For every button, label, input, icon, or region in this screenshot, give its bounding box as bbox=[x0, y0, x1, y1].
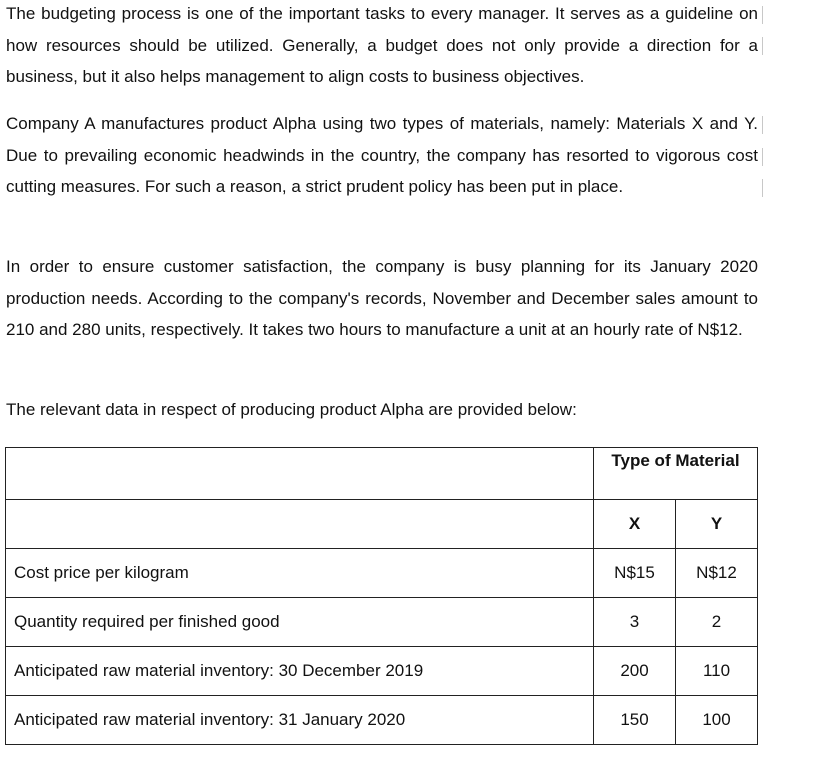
text-edge-marker bbox=[762, 6, 763, 24]
table-row bbox=[6, 598, 758, 647]
table-header-empty-cell bbox=[6, 448, 594, 500]
table-header-empty-cell bbox=[6, 500, 594, 549]
table-row bbox=[6, 549, 758, 598]
cell-value-x: 3 bbox=[594, 598, 676, 647]
text-edge-marker bbox=[762, 116, 763, 134]
cell-value-y: 100 bbox=[676, 696, 758, 745]
cell-value-x: 150 bbox=[594, 696, 676, 745]
paragraph-budgeting-intro: The budgeting process is one of the important tasks to every manager. It serves as a guideline on how resources should be utilized. Generally, a budget does not only provide a direction for a business, but it also helps management to align costs to business objectives. bbox=[6, 4, 758, 86]
paragraph-production-planning: In order to ensure customer satisfaction, the company is busy planning for its January 2020 production needs. According to the company's records, November and December sales amount to 210 and 280 units, respectively. It takes two hours to manufacture a unit at an hourly rate of N$12. bbox=[6, 257, 758, 339]
type-of-material-header: Type of Material bbox=[594, 448, 758, 500]
row-label: Anticipated raw material inventory: 30 December 2019 bbox=[6, 647, 594, 696]
table-header-row-group bbox=[6, 448, 758, 500]
cell-value-y: 110 bbox=[676, 647, 758, 696]
cell-value-x: N$15 bbox=[594, 549, 676, 598]
row-label: Quantity required per finished good bbox=[6, 598, 594, 647]
paragraph-table-intro: The relevant data in respect of producing product Alpha are provided below: bbox=[6, 400, 577, 419]
cell-value-y: 2 bbox=[676, 598, 758, 647]
row-label: Cost price per kilogram bbox=[6, 549, 594, 598]
table-row bbox=[6, 647, 758, 696]
paragraph-company-description: Company A manufactures product Alpha using two types of materials, namely: Materials X and Y. Due to prevailing economic headwinds in the country, the company has resorted to vigorous cost cutting measures. For such a reason, a strict prudent policy has been put in place. bbox=[6, 114, 758, 196]
table-header-row-columns bbox=[6, 500, 758, 549]
text-edge-marker bbox=[762, 179, 763, 197]
material-data-table bbox=[5, 447, 758, 745]
table-row bbox=[6, 696, 758, 745]
row-label: Anticipated raw material inventory: 31 January 2020 bbox=[6, 696, 594, 745]
text-edge-marker bbox=[762, 37, 763, 55]
cell-value-y: N$12 bbox=[676, 549, 758, 598]
cell-value-x: 200 bbox=[594, 647, 676, 696]
column-header-y: Y bbox=[676, 500, 758, 549]
text-edge-marker bbox=[762, 148, 763, 166]
column-header-x: X bbox=[594, 500, 676, 549]
